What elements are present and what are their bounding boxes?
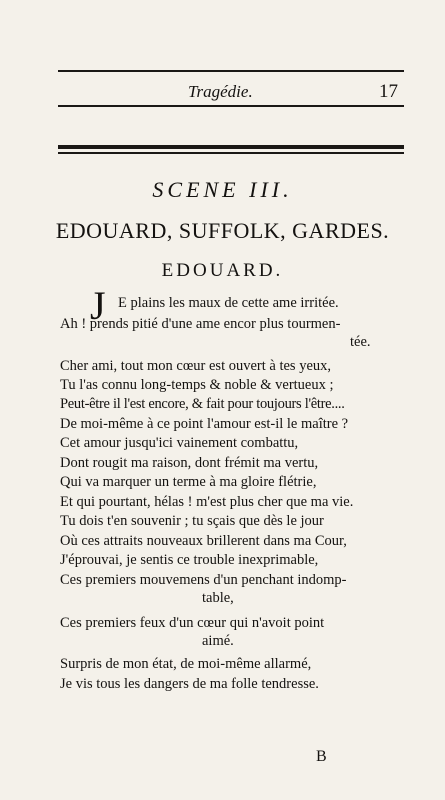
top-rule (58, 70, 404, 72)
running-title: Tragédie. (188, 82, 253, 101)
verse-line: Où ces attraits nouveaux brillerent dans ma Cour, (60, 533, 347, 549)
verse-line: J'éprouvai, je sentis ce trouble inexprimable, (60, 552, 319, 568)
verse-line-continuation: tée. (350, 334, 371, 350)
running-head (58, 80, 404, 106)
verse-line: Cher ami, tout mon cœur est ouvert à tes yeux, (60, 358, 332, 374)
verse-line: Cet amour jusqu'ici vainement combattu, (60, 435, 299, 451)
verse-line: Qui va marquer un terme à ma gloire flétrie, (60, 474, 317, 490)
verse-line: Peut-être il l'est encore, & fait pour toujours l'être.... (60, 396, 345, 412)
verse-line: Et qui pourtant, hélas ! m'est plus cher que ma vie. (60, 494, 354, 510)
drop-cap: J (90, 283, 106, 328)
ornament-rule-lower (58, 152, 404, 154)
verse-line-continuation: aimé. (202, 633, 234, 649)
verse-line: Surpris de mon état, de moi-même allarmé, (60, 656, 312, 672)
ornament-rule-upper (58, 145, 404, 149)
verse-line: Ah ! prends pitié d'une ame encor plus tourmen- (60, 316, 341, 332)
verse-line: E plains les maux de cette ame irritée. (118, 295, 339, 311)
head-rule (58, 105, 404, 107)
scene-heading: SCENE III. (152, 177, 293, 202)
page-number: 17 (379, 81, 398, 102)
verse-line: Ces premiers mouvemens d'un penchant indomp- (60, 572, 347, 588)
verse-line: Tu l'as connu long-temps & noble & vertueux ; (60, 377, 334, 393)
verse-line: De moi-même à ce point l'amour est-il le maître ? (60, 416, 349, 432)
character-list: EDOUARD, SUFFOLK, GARDES. (55, 218, 390, 243)
speaker-name: EDOUARD. (161, 260, 284, 281)
verse-line-continuation: table, (202, 590, 234, 606)
verse-line: Ces premiers feux d'un cœur qui n'avoit point (60, 615, 325, 631)
verse-line: Dont rougit ma raison, dont frémit ma vertu, (60, 455, 319, 471)
verse-line: Je vis tous les dangers de ma folle tendresse. (60, 676, 319, 692)
signature-mark: B (316, 748, 327, 765)
verse-line: Tu dois t'en souvenir ; tu sçais que dès le jour (60, 513, 324, 529)
